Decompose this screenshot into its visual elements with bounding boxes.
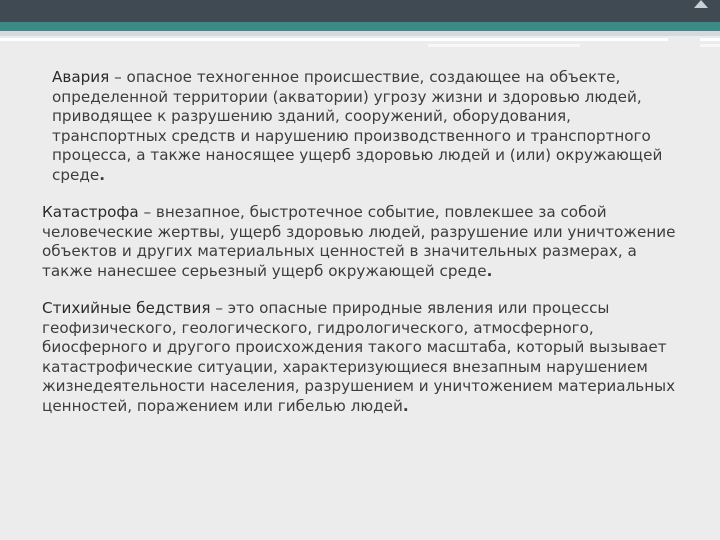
definition-paragraph — [42, 299, 682, 416]
definition-paragraph — [42, 68, 682, 185]
definition-end-mark: . — [402, 396, 409, 415]
definition-paragraph — [42, 203, 682, 281]
definition-text: – это опасные природные явления или процессы геофизического, геологического, гидрологического, атмосферного, биосферного и другого происхождения такого масштаба, который вызывает катастрофические ситуации, характеризующиеся внезапным нарушением жизнедеятельности населения, разрушением и уничтожением материальных ценностей, поражением или гибелью людей — [42, 299, 676, 415]
definition-term: Катастрофа — [42, 203, 139, 221]
definition-end-mark: . — [486, 261, 493, 280]
header-accent-stripe — [0, 22, 720, 31]
corner-triangle-icon — [694, 0, 708, 8]
header-light-stripe — [0, 31, 720, 36]
slide-body — [42, 68, 682, 434]
definition-text: – опасное техногенное происшествие, создающее на объекте, определенной территории (акватории) угрозу жизни и здоровью людей, приводящее к разрушению зданий, сооружений, оборудования, транспортных средств и нарушению производственного и транспортного процесса, а также наносящее ущерб здоровью людей и (или) окружающей среде — [52, 68, 663, 184]
divider-line — [700, 38, 720, 41]
divider-line — [700, 44, 720, 47]
definition-end-mark: . — [99, 165, 105, 184]
divider-line — [428, 44, 580, 47]
definition-term: Стихийные бедствия — [42, 299, 211, 317]
divider-line — [0, 38, 668, 41]
definition-term: Авария — [52, 68, 110, 86]
definition-text: – внезапное, быстротечное событие, повлекшее за собой человеческие жертвы, ущерб здоровью людей, разрушение или уничтожение объектов и других материальных ценностей в значительных размерах, а также нанесшее серьезный ущерб окружающей среде — [42, 203, 676, 280]
header-bar — [0, 0, 720, 22]
